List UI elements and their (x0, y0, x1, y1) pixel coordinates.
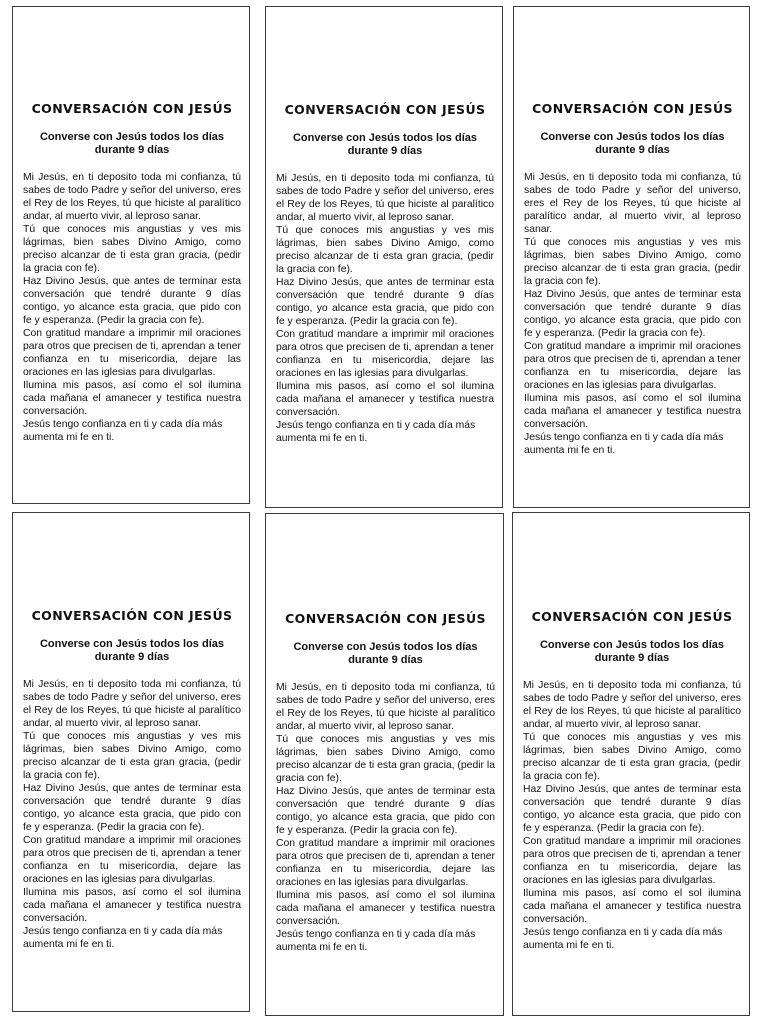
paragraph: Jesús tengo confianza en ti y cada día más aumenta mi fe en ti. (524, 432, 724, 456)
paragraph: Haz Divino Jesús, que antes de terminar esta conversación que tendré durante 9 días contigo, yo alcance esta gracia, que pido con fe y esperanza. (Pedir la gracia con fe). (23, 276, 241, 326)
card-body (523, 679, 741, 952)
paragraph: Haz Divino Jesús, que antes de terminar esta conversación que tendré durante 9 días contigo, yo alcance esta gracia, que pido con fe y esperanza. (Pedir la gracia con fe). (23, 783, 241, 833)
paragraph: Ilumina mis pasos, así como el sol ilumina cada mañana el amanecer y testifica nuestra conversación. (23, 887, 241, 924)
paragraph: Con gratitud mandare a imprimir mil oraciones para otros que precisen de ti, aprendan a tener confianza en tu misericordia, dejare las oraciones en las iglesias para divulgarlas. (524, 341, 741, 391)
paragraph: Tú que conoces mis angustias y ves mis lágrimas, bien sabes Divino Amigo, como preciso alcanzar de ti esta gran gracia, (pedir la gracia con fe). (23, 731, 241, 781)
paragraph: Mi Jesús, en ti deposito toda mi confianza, tú sabes de todo Padre y señor del universo, eres el Rey de los Reyes, tú que hiciste al paralítico andar, al muerto vivir, al leproso sanar. (23, 679, 241, 729)
card-subtitle: Converse con Jesús todos los días durante 9 días (539, 639, 724, 664)
card-title: CONVERSACIÓN CON JESÚS (531, 609, 733, 624)
card-body (276, 172, 494, 445)
paragraph: Jesús tengo confianza en ti y cada día más aumenta mi fe en ti. (23, 419, 223, 443)
prayer-card-4 (12, 512, 250, 1012)
paragraph: Haz Divino Jesús, que antes de terminar esta conversación que tendré durante 9 días contigo, yo alcance esta gracia, que pido con fe y esperanza. (Pedir la gracia con fe). (276, 277, 494, 327)
paragraph: Mi Jesús, en ti deposito toda mi confianza, tú sabes de todo Padre y señor del universo, eres el Rey de los Reyes, tú que hiciste al paralítico andar, al muerto vivir, al leproso sanar. (276, 682, 495, 732)
card-subtitle: Converse con Jesús todos los días durante 9 días (292, 132, 477, 157)
card-title: CONVERSACIÓN CON JESÚS (284, 102, 486, 117)
paragraph: Haz Divino Jesús, que antes de terminar esta conversación que tendré durante 9 días contigo, yo alcance esta gracia, que pido con fe y esperanza. (Pedir la gracia con fe). (276, 786, 495, 836)
card-body (23, 171, 241, 444)
card-title: CONVERSACIÓN CON JESÚS (31, 608, 233, 623)
paragraph: Jesús tengo confianza en ti y cada día más aumenta mi fe en ti. (276, 929, 476, 953)
paragraph: Con gratitud mandare a imprimir mil oraciones para otros que precisen de ti, aprendan a tener confianza en tu misericordia, dejare las oraciones en las iglesias para divulgarlas. (23, 835, 241, 885)
prayer-card-6 (512, 512, 750, 1016)
paragraph: Tú que conoces mis angustias y ves mis lágrimas, bien sabes Divino Amigo, como preciso alcanzar de ti esta gran gracia, (pedir la gracia con fe). (523, 732, 741, 782)
paragraph: Haz Divino Jesús, que antes de terminar esta conversación que tendré durante 9 días contigo, yo alcance esta gracia, que pido con fe y esperanza. (Pedir la gracia con fe). (524, 289, 741, 339)
paragraph: Haz Divino Jesús, que antes de terminar esta conversación que tendré durante 9 días contigo, yo alcance esta gracia, que pido con fe y esperanza. (Pedir la gracia con fe). (523, 784, 741, 834)
paragraph: Con gratitud mandare a imprimir mil oraciones para otros que precisen de ti, aprendan a tener confianza en tu misericordia, dejare las oraciones en las iglesias para divulgarlas. (276, 329, 494, 379)
prayer-card-5 (265, 513, 504, 1016)
paragraph: Ilumina mis pasos, así como el sol ilumina cada mañana el amanecer y testifica nuestra conversación. (524, 393, 741, 430)
paragraph: Ilumina mis pasos, así como el sol ilumina cada mañana el amanecer y testifica nuestra conversación. (276, 890, 495, 927)
paragraph: Con gratitud mandare a imprimir mil oraciones para otros que precisen de ti, aprendan a tener confianza en tu misericordia, dejare las oraciones en las iglesias para divulgarlas. (523, 836, 741, 886)
paragraph: Con gratitud mandare a imprimir mil oraciones para otros que precisen de ti, aprendan a tener confianza en tu misericordia, dejare las oraciones en las iglesias para divulgarlas. (276, 838, 495, 888)
paragraph: Tú que conoces mis angustias y ves mis lágrimas, bien sabes Divino Amigo, como preciso alcanzar de ti esta gran gracia, (pedir la gracia con fe). (23, 224, 241, 274)
prayer-card-2 (265, 6, 503, 508)
paragraph: Mi Jesús, en ti deposito toda mi confianza, tú sabes de todo Padre y señor del universo, eres el Rey de los Reyes, tú que hiciste al paralítico andar, al muerto vivir, al leproso sanar. (524, 172, 741, 235)
card-subtitle: Converse con Jesús todos los días durante 9 días (39, 131, 224, 156)
card-subtitle: Converse con Jesús todos los días durante 9 días (540, 131, 725, 156)
card-subtitle: Converse con Jesús todos los días durante 9 días (39, 638, 224, 663)
paragraph: Ilumina mis pasos, así como el sol ilumina cada mañana el amanecer y testifica nuestra conversación. (23, 380, 241, 417)
prayer-card-1 (12, 6, 250, 504)
card-title: CONVERSACIÓN CON JESÚS (532, 101, 733, 116)
paragraph: Mi Jesús, en ti deposito toda mi confianza, tú sabes de todo Padre y señor del universo, eres el Rey de los Reyes, tú que hiciste al paralítico andar, al muerto vivir, al leproso sanar. (523, 680, 741, 730)
paragraph: Mi Jesús, en ti deposito toda mi confianza, tú sabes de todo Padre y señor del universo, eres el Rey de los Reyes, tú que hiciste al paralítico andar, al muerto vivir, al leproso sanar. (276, 173, 494, 223)
card-subtitle: Converse con Jesús todos los días durante 9 días (293, 641, 478, 666)
card-body (276, 681, 495, 954)
paragraph: Jesús tengo confianza en ti y cada día más aumenta mi fe en ti. (276, 420, 476, 444)
card-body (524, 171, 741, 457)
card-title: CONVERSACIÓN CON JESÚS (31, 101, 233, 116)
paragraph: Tú que conoces mis angustias y ves mis lágrimas, bien sabes Divino Amigo, como preciso alcanzar de ti esta gran gracia, (pedir la gracia con fe). (524, 237, 741, 287)
card-title: CONVERSACIÓN CON JESÚS (285, 611, 486, 626)
paragraph: Jesús tengo confianza en ti y cada día más aumenta mi fe en ti. (23, 926, 223, 950)
card-body (23, 678, 241, 951)
paragraph: Ilumina mis pasos, así como el sol ilumina cada mañana el amanecer y testifica nuestra conversación. (523, 888, 741, 925)
prayer-card-3 (513, 6, 750, 508)
paragraph: Ilumina mis pasos, así como el sol ilumina cada mañana el amanecer y testifica nuestra conversación. (276, 381, 494, 418)
paragraph: Mi Jesús, en ti deposito toda mi confianza, tú sabes de todo Padre y señor del universo, eres el Rey de los Reyes, tú que hiciste al paralítico andar, al muerto vivir, al leproso sanar. (23, 172, 241, 222)
paragraph: Tú que conoces mis angustias y ves mis lágrimas, bien sabes Divino Amigo, como preciso alcanzar de ti esta gran gracia, (pedir la gracia con fe). (276, 225, 494, 275)
paragraph: Jesús tengo confianza en ti y cada día más aumenta mi fe en ti. (523, 927, 723, 951)
paragraph: Con gratitud mandare a imprimir mil oraciones para otros que precisen de ti, aprendan a tener confianza en tu misericordia, dejare las oraciones en las iglesias para divulgarlas. (23, 328, 241, 378)
paragraph: Tú que conoces mis angustias y ves mis lágrimas, bien sabes Divino Amigo, como preciso alcanzar de ti esta gran gracia, (pedir la gracia con fe). (276, 734, 495, 784)
